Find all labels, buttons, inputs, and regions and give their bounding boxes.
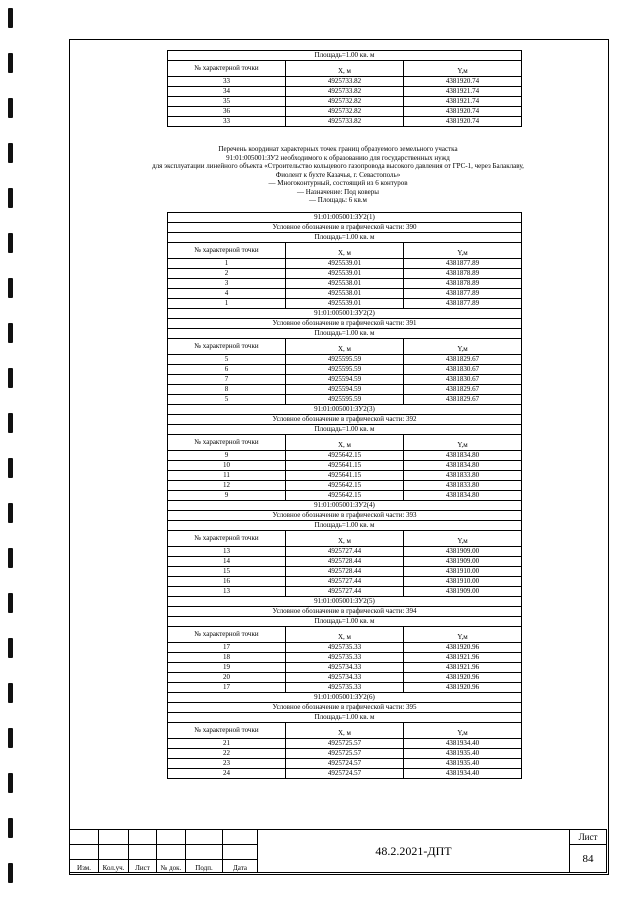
x-coordinate: 4925595.59 (286, 395, 404, 405)
contour-header-row (168, 339, 522, 355)
binding-mark (8, 233, 13, 253)
contour-area: Площадь=1.00 кв. м (168, 329, 522, 339)
stamp-col-podp: Подп. (186, 860, 223, 873)
y-coordinate: 4381878.89 (404, 269, 522, 279)
point-number: 24 (168, 769, 286, 779)
x-coordinate: 4925733.82 (286, 87, 404, 97)
y-coordinate: 4381878.89 (404, 279, 522, 289)
y-coordinate: 4381829.67 (404, 395, 522, 405)
stamp-col-ndok: № док. (157, 860, 186, 873)
x-coordinate: 4925594.59 (286, 385, 404, 395)
stamp-cell (157, 845, 186, 860)
header-y: Y,м (404, 627, 522, 643)
binding-mark (8, 368, 13, 388)
point-number: 15 (168, 567, 286, 577)
point-number: 19 (168, 663, 286, 673)
x-coordinate: 4925732.82 (286, 107, 404, 117)
contour-designation-row (168, 607, 522, 617)
y-coordinate: 4381910.00 (404, 577, 522, 587)
y-coordinate: 4381830.67 (404, 365, 522, 375)
header-point: № характерной точки (168, 723, 286, 739)
binding-mark (8, 458, 13, 478)
x-coordinate: 4925725.57 (286, 739, 404, 749)
y-coordinate: 4381920.96 (404, 673, 522, 683)
point-number: 18 (168, 653, 286, 663)
point-number: 1 (168, 299, 286, 309)
header-x: X, м (286, 627, 404, 643)
table-row (168, 269, 522, 279)
contour-id: 91:01:005001:ЗУ2(1) (168, 213, 522, 223)
table-row (168, 547, 522, 557)
contour-id: 91:01:005001:ЗУ2(6) (168, 693, 522, 703)
table-row (168, 749, 522, 759)
point-number: 22 (168, 749, 286, 759)
table-row (168, 643, 522, 653)
contour-designation: Условное обозначение в графической части: 394 (168, 607, 522, 617)
stamp-col-koluch: Кол.уч. (99, 860, 129, 873)
table-row (168, 567, 522, 577)
contour-area-row (168, 617, 522, 627)
y-coordinate: 4381910.00 (404, 567, 522, 577)
y-coordinate: 4381877.89 (404, 299, 522, 309)
table-row (168, 299, 522, 309)
x-coordinate: 4925538.01 (286, 279, 404, 289)
top-coordinate-table (167, 50, 522, 127)
y-coordinate: 4381935.40 (404, 759, 522, 769)
binding-mark (8, 8, 13, 28)
x-coordinate: 4925733.82 (286, 77, 404, 87)
y-coordinate: 4381829.67 (404, 385, 522, 395)
header-y: Y,м (404, 723, 522, 739)
x-coordinate: 4925733.82 (286, 117, 404, 127)
y-coordinate: 4381829.67 (404, 355, 522, 365)
point-number: 12 (168, 481, 286, 491)
contour-designation: Условное обозначение в графической части: 390 (168, 223, 522, 233)
x-coordinate: 4925641.15 (286, 471, 404, 481)
stamp-cell (223, 845, 258, 860)
table-row (168, 557, 522, 567)
point-number: 3 (168, 279, 286, 289)
stamp-cell (70, 845, 99, 860)
stamp-cell (223, 830, 258, 845)
sheet-label: Лист (570, 830, 607, 845)
x-coordinate: 4925539.01 (286, 299, 404, 309)
contour-area-row (168, 233, 522, 243)
x-coordinate: 4925641.15 (286, 461, 404, 471)
contour-id: 91:01:005001:ЗУ2(5) (168, 597, 522, 607)
x-coordinate: 4925538.01 (286, 289, 404, 299)
point-number: 13 (168, 547, 286, 557)
y-coordinate: 4381921.74 (404, 87, 522, 97)
point-number: 4 (168, 289, 286, 299)
contour-area: Площадь=1.00 кв. м (168, 713, 522, 723)
binding-mark (8, 683, 13, 703)
contour-id: 91:01:005001:ЗУ2(3) (168, 405, 522, 415)
contour-id: 91:01:005001:ЗУ2(2) (168, 309, 522, 319)
binding-mark (8, 548, 13, 568)
point-number: 5 (168, 395, 286, 405)
contour-area: Площадь=1.00 кв. м (168, 425, 522, 435)
y-coordinate: 4381909.00 (404, 587, 522, 597)
point-number: 11 (168, 471, 286, 481)
header-point: № характерной точки (168, 531, 286, 547)
contour-id-row (168, 597, 522, 607)
table-row (168, 385, 522, 395)
x-coordinate: 4925595.59 (286, 355, 404, 365)
table-row (168, 107, 522, 117)
table-row (168, 491, 522, 501)
stamp-cell (129, 845, 157, 860)
y-coordinate: 4381934.40 (404, 769, 522, 779)
table-row (168, 481, 522, 491)
y-coordinate: 4381921.96 (404, 663, 522, 673)
contour-designation-row (168, 415, 522, 425)
intro-line: — Многоконтурный, состоящий из 6 контуров (268, 179, 408, 187)
point-number: 20 (168, 673, 286, 683)
contour-id-row (168, 693, 522, 703)
point-number: 35 (168, 97, 286, 107)
stamp-cell (129, 830, 157, 845)
contour-designation: Условное обозначение в графической части: 392 (168, 415, 522, 425)
x-coordinate: 4925642.15 (286, 481, 404, 491)
header-x: X, м (286, 243, 404, 259)
y-coordinate: 4381909.00 (404, 557, 522, 567)
table-row (168, 375, 522, 385)
binding-mark (8, 413, 13, 433)
table-row (168, 365, 522, 375)
x-coordinate: 4925539.01 (286, 269, 404, 279)
contour-area-row (168, 329, 522, 339)
y-coordinate: 4381834.80 (404, 491, 522, 501)
stamp-col-data: Дата (223, 860, 258, 873)
intro-line: для эксплуатации линейного объекта «Строительство кольцевого газопровода высокого давления от ГРС-1, через Балаклаву, (152, 162, 524, 170)
point-number: 2 (168, 269, 286, 279)
binding-mark (8, 638, 13, 658)
y-coordinate: 4381920.74 (404, 107, 522, 117)
binding-mark (8, 278, 13, 298)
table-row (168, 577, 522, 587)
contour-designation: Условное обозначение в графической части: 393 (168, 511, 522, 521)
contour-id-row (168, 405, 522, 415)
x-coordinate: 4925734.33 (286, 673, 404, 683)
y-coordinate: 4381921.74 (404, 97, 522, 107)
header-x: X, м (286, 339, 404, 355)
point-number: 9 (168, 491, 286, 501)
contour-designation: Условное обозначение в графической части: 395 (168, 703, 522, 713)
table-row (168, 663, 522, 673)
table-row (168, 97, 522, 107)
header-y: Y,м (404, 243, 522, 259)
point-number: 17 (168, 683, 286, 693)
binding-mark (8, 98, 13, 118)
stamp-cell (186, 830, 223, 845)
point-number: 33 (168, 77, 286, 87)
x-coordinate: 4925642.15 (286, 451, 404, 461)
intro-line: — Назначение: Под коверы (297, 187, 379, 196)
header-x: X, м (286, 61, 404, 77)
binding-mark (8, 818, 13, 838)
contour-area-row (168, 713, 522, 723)
x-coordinate: 4925727.44 (286, 547, 404, 557)
stamp-col-list: Лист (129, 860, 157, 873)
binding-mark (8, 143, 13, 163)
contour-area-row (168, 425, 522, 435)
table-row (168, 289, 522, 299)
title-block (69, 829, 607, 873)
y-coordinate: 4381877.89 (404, 289, 522, 299)
x-coordinate: 4925735.33 (286, 653, 404, 663)
y-coordinate: 4381877.89 (404, 259, 522, 269)
intro-line: Фиолент к бухте Казачья, г. Севастополь» (275, 170, 401, 179)
table-row (168, 653, 522, 663)
contour-header-row (168, 531, 522, 547)
contour-header-row (168, 435, 522, 451)
x-coordinate: 4925724.57 (286, 759, 404, 769)
document-code: 48.2.2021-ДПТ (258, 830, 570, 873)
contour-header-row (168, 627, 522, 643)
binding-mark (8, 323, 13, 343)
point-number: 16 (168, 577, 286, 587)
stamp-cell (99, 845, 129, 860)
x-coordinate: 4925724.57 (286, 769, 404, 779)
intro-line: — Площадь: 6 кв.м (309, 196, 367, 204)
stamp-cell (157, 830, 186, 845)
table-row (168, 739, 522, 749)
y-coordinate: 4381833.80 (404, 481, 522, 491)
binding-strip (6, 0, 18, 905)
contour-area-row (168, 521, 522, 531)
table-row (168, 461, 522, 471)
table-row (168, 395, 522, 405)
contour-id-row (168, 309, 522, 319)
y-coordinate: 4381920.96 (404, 683, 522, 693)
binding-mark (8, 188, 13, 208)
table-row (168, 117, 522, 127)
stamp-col-izm: Изм. (70, 860, 99, 873)
x-coordinate: 4925642.15 (286, 491, 404, 501)
contour-designation-row (168, 223, 522, 233)
binding-mark (8, 728, 13, 748)
y-coordinate: 4381834.80 (404, 461, 522, 471)
point-number: 6 (168, 365, 286, 375)
y-coordinate: 4381920.74 (404, 117, 522, 127)
x-coordinate: 4925539.01 (286, 259, 404, 269)
y-coordinate: 4381934.40 (404, 739, 522, 749)
table-row (168, 259, 522, 269)
intro-line: 91:01:005001:ЗУ2 необходимого к образованию для государственных нужд (226, 153, 450, 162)
header-point: № характерной точки (168, 339, 286, 355)
binding-mark (8, 503, 13, 523)
intro-text (70, 145, 606, 205)
y-coordinate: 4381833.80 (404, 471, 522, 481)
table-row (168, 587, 522, 597)
y-coordinate: 4381909.00 (404, 547, 522, 557)
contours-table (167, 212, 522, 779)
contour-designation-row (168, 319, 522, 329)
contour-area: Площадь=1.00 кв. м (168, 233, 522, 243)
point-number: 5 (168, 355, 286, 365)
x-coordinate: 4925735.33 (286, 683, 404, 693)
binding-mark (8, 593, 13, 613)
table-row (168, 279, 522, 289)
contour-designation: Условное обозначение в графической части: 391 (168, 319, 522, 329)
point-number: 10 (168, 461, 286, 471)
point-number: 8 (168, 385, 286, 395)
x-coordinate: 4925728.44 (286, 557, 404, 567)
header-x: X, м (286, 723, 404, 739)
stamp-cell (186, 845, 223, 860)
point-number: 21 (168, 739, 286, 749)
point-number: 14 (168, 557, 286, 567)
contour-header-row (168, 243, 522, 259)
stamp-cell (70, 830, 99, 845)
y-coordinate: 4381834.80 (404, 451, 522, 461)
point-number: 36 (168, 107, 286, 117)
table-row (168, 769, 522, 779)
point-number: 1 (168, 259, 286, 269)
table-row (168, 77, 522, 87)
x-coordinate: 4925728.44 (286, 567, 404, 577)
x-coordinate: 4925735.33 (286, 643, 404, 653)
contour-designation-row (168, 511, 522, 521)
header-point: № характерной точки (168, 435, 286, 451)
point-number: 33 (168, 117, 286, 127)
table-row (168, 683, 522, 693)
header-point: № характерной точки (168, 243, 286, 259)
point-number: 9 (168, 451, 286, 461)
header-point: № характерной точки (168, 61, 286, 77)
top-table-area: Площадь=1.00 кв. м (168, 51, 522, 61)
table-row (168, 451, 522, 461)
point-number: 23 (168, 759, 286, 769)
contour-header-row (168, 723, 522, 739)
header-x: X, м (286, 531, 404, 547)
contour-id-row (168, 213, 522, 223)
y-coordinate: 4381920.96 (404, 643, 522, 653)
table-row (168, 471, 522, 481)
x-coordinate: 4925725.57 (286, 749, 404, 759)
point-number: 13 (168, 587, 286, 597)
header-point: № характерной точки (168, 627, 286, 643)
point-number: 34 (168, 87, 286, 97)
x-coordinate: 4925727.44 (286, 587, 404, 597)
x-coordinate: 4925734.33 (286, 663, 404, 673)
contour-area: Площадь=1.00 кв. м (168, 521, 522, 531)
header-y: Y,м (404, 531, 522, 547)
binding-mark (8, 773, 13, 793)
stamp-cell (99, 830, 129, 845)
y-coordinate: 4381921.96 (404, 653, 522, 663)
y-coordinate: 4381935.40 (404, 749, 522, 759)
contour-id-row (168, 501, 522, 511)
binding-mark (8, 863, 13, 883)
header-x: X, м (286, 435, 404, 451)
x-coordinate: 4925594.59 (286, 375, 404, 385)
table-row (168, 355, 522, 365)
table-row (168, 759, 522, 769)
point-number: 17 (168, 643, 286, 653)
x-coordinate: 4925727.44 (286, 577, 404, 587)
contour-id: 91:01:005001:ЗУ2(4) (168, 501, 522, 511)
point-number: 7 (168, 375, 286, 385)
y-coordinate: 4381920.74 (404, 77, 522, 87)
binding-mark (8, 53, 13, 73)
contour-area: Площадь=1.00 кв. м (168, 617, 522, 627)
header-y: Y,м (404, 435, 522, 451)
header-y: Y,м (404, 339, 522, 355)
y-coordinate: 4381830.67 (404, 375, 522, 385)
sheet-number: 84 (570, 845, 607, 873)
table-row (168, 673, 522, 683)
x-coordinate: 4925595.59 (286, 365, 404, 375)
header-y: Y,м (404, 61, 522, 77)
contour-designation-row (168, 703, 522, 713)
x-coordinate: 4925732.82 (286, 97, 404, 107)
table-row (168, 87, 522, 97)
intro-line: Перечень координат характерных точек границ образуемого земельного участка (218, 145, 458, 153)
